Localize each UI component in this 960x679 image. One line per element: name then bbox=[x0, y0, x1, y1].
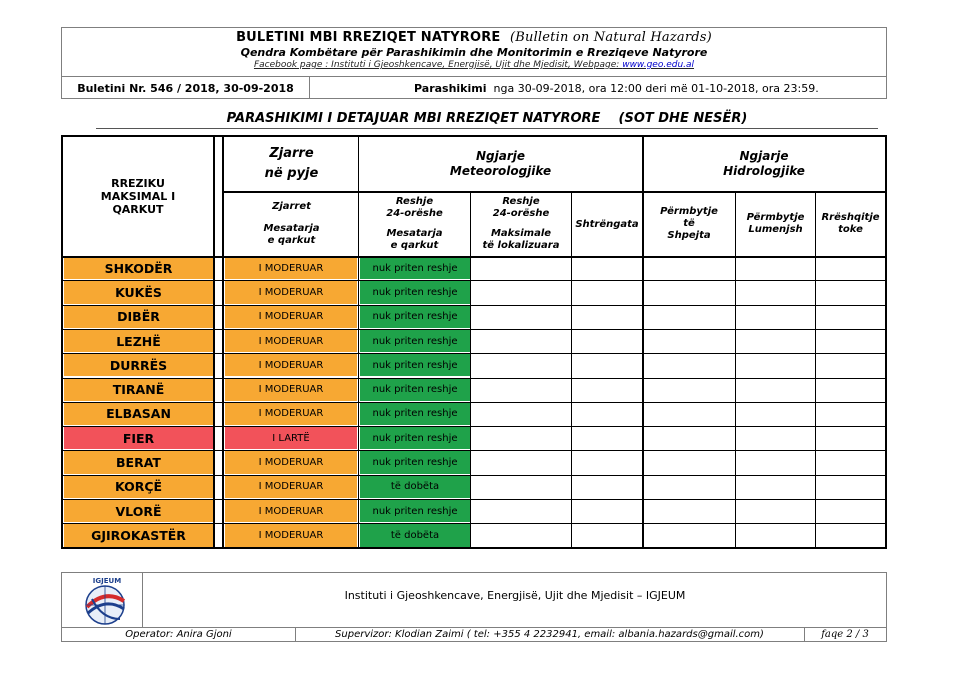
supervisor-contact: Supervizor: Klodian Zaimi ( tel: +355 4 2232941, email: albania.hazards@gmail.com) bbox=[335, 629, 764, 640]
group-header-hydrological: Ngjarje Hidrologjike bbox=[723, 149, 805, 178]
bulletin-title: BULETINI MBI RREZIQET NATYRORE (Bulletin on Natural Hazards) bbox=[236, 30, 712, 45]
precip-average-cell: nuk priten reshje bbox=[360, 379, 470, 401]
fire-risk-cell: I MODERUAR bbox=[225, 476, 357, 498]
header-divider bbox=[62, 76, 886, 77]
region-name-cell: DIBËR bbox=[64, 306, 213, 328]
row-line bbox=[63, 329, 885, 330]
sub-header-river-flood: Përmbytje Lumenjsh bbox=[746, 212, 805, 235]
region-name-cell: KUKËS bbox=[64, 281, 213, 303]
hazard-table bbox=[61, 135, 887, 549]
fire-risk-cell: I MODERUAR bbox=[225, 451, 357, 473]
grid-line bbox=[213, 137, 215, 547]
fire-risk-cell: I LARTË bbox=[225, 427, 357, 449]
precip-average-cell: të dobëta bbox=[360, 476, 470, 498]
group-header-meteorological: Ngjarje Meteorologjike bbox=[449, 149, 552, 178]
sub-header-flash-flood: Përmbytje të Shpejta bbox=[660, 206, 718, 241]
precip-average-cell: nuk priten reshje bbox=[360, 306, 470, 328]
region-name-cell: FIER bbox=[64, 427, 213, 449]
precip-average-cell: nuk priten reshje bbox=[360, 281, 470, 303]
grid-line bbox=[571, 191, 572, 547]
bulletin-number: Buletini Nr. 546 / 2018, 30-09-2018 bbox=[77, 82, 294, 95]
website-link[interactable]: www.geo.edu.al bbox=[622, 60, 695, 70]
grid-line bbox=[642, 137, 644, 547]
row-line bbox=[63, 305, 885, 306]
fire-risk-cell: I MODERUAR bbox=[225, 500, 357, 522]
section-title-underline bbox=[96, 128, 878, 129]
footer-divider bbox=[62, 627, 886, 628]
sub-header-precip-average: Reshje 24-orëshe Mesatarja e qarkut bbox=[386, 196, 443, 251]
region-name-cell: ELBASAN bbox=[64, 403, 213, 425]
precip-average-cell: të dobëta bbox=[360, 524, 470, 546]
fire-risk-cell: I MODERUAR bbox=[225, 524, 357, 546]
bulletin-title-english: (Bulletin on Natural Hazards) bbox=[509, 30, 712, 45]
precip-average-cell: nuk priten reshje bbox=[360, 451, 470, 473]
precip-average-cell: nuk priten reshje bbox=[360, 427, 470, 449]
row-line bbox=[63, 378, 885, 379]
bulletin-header bbox=[61, 27, 887, 99]
institute-name: Instituti i Gjeoshkencave, Energjisë, Ujit dhe Mjedisit – IGJEUM bbox=[344, 589, 686, 602]
region-name-cell: KORÇË bbox=[64, 476, 213, 498]
precip-average-cell: nuk priten reshje bbox=[360, 257, 470, 279]
grid-line bbox=[815, 191, 816, 547]
fire-risk-cell: I MODERUAR bbox=[225, 330, 357, 352]
header-vertical-divider bbox=[309, 76, 310, 98]
fire-risk-cell: I MODERUAR bbox=[225, 306, 357, 328]
fire-risk-cell: I MODERUAR bbox=[225, 354, 357, 376]
row-line bbox=[63, 402, 885, 403]
precip-average-cell: nuk priten reshje bbox=[360, 403, 470, 425]
sub-header-landslide: Rrëshqitje toke bbox=[821, 212, 880, 235]
center-name: Qendra Kombëtare për Parashikimin dhe Monitorimin e Rreziqeve Natyrore bbox=[240, 46, 708, 59]
region-name-cell: GJIROKASTËR bbox=[64, 524, 213, 546]
precip-average-cell: nuk priten reshje bbox=[360, 354, 470, 376]
region-name-cell: SHKODËR bbox=[64, 257, 213, 279]
logo-text: IGJEUM bbox=[92, 577, 122, 585]
footer-divider bbox=[142, 573, 143, 627]
grid-line bbox=[224, 191, 885, 193]
row-line bbox=[63, 353, 885, 354]
sub-header-precip-max: Reshje 24-orëshe Maksimale të lokalizuara bbox=[482, 196, 560, 251]
grid-line bbox=[222, 137, 224, 547]
row-line bbox=[63, 499, 885, 500]
fire-risk-cell: I MODERUAR bbox=[225, 403, 357, 425]
row-line bbox=[63, 523, 885, 524]
grid-line bbox=[735, 191, 736, 547]
row-line bbox=[63, 426, 885, 427]
group-header-fire: Zjarre në pyje bbox=[264, 146, 319, 181]
row-line bbox=[63, 256, 885, 258]
grid-line bbox=[470, 191, 471, 547]
region-name-cell: DURRËS bbox=[64, 354, 213, 376]
page-number: faqe 2 / 3 bbox=[821, 629, 869, 640]
forecast-period: Parashikimi nga 30-09-2018, ora 12:00 deri më 01-10-2018, ora 23:59. bbox=[414, 82, 819, 95]
bulletin-footer bbox=[61, 572, 887, 642]
region-name-cell: VLORË bbox=[64, 500, 213, 522]
region-name-cell: LEZHË bbox=[64, 330, 213, 352]
section-title: PARASHIKIMI I DETAJUAR MBI RREZIQET NATYRORE (SOT DHE NESËR) bbox=[226, 111, 748, 126]
fire-risk-cell: I MODERUAR bbox=[225, 281, 357, 303]
precip-average-cell: nuk priten reshje bbox=[360, 500, 470, 522]
sub-header-storm: Shtrëngata bbox=[575, 218, 639, 230]
region-name-cell: BERAT bbox=[64, 451, 213, 473]
igjeum-logo-icon bbox=[72, 575, 142, 627]
row-line bbox=[63, 280, 885, 281]
sub-header-fire-average: Zjarret Mesatarja e qarkut bbox=[263, 201, 320, 246]
grid-line bbox=[358, 137, 359, 547]
precip-average-cell: nuk priten reshje bbox=[360, 330, 470, 352]
row-line bbox=[63, 475, 885, 476]
row-line bbox=[63, 450, 885, 451]
header-links: Facebook page : Instituti i Gjeoshkencave, Energjisë, Ujit dhe Mjedisit, Webpage: www.geo.edu.al bbox=[253, 60, 695, 70]
operator-name: Operator: Anira Gjoni bbox=[125, 629, 232, 640]
region-name-cell: TIRANË bbox=[64, 379, 213, 401]
col-header-region: RREZIKU MAKSIMAL I QARKUT bbox=[100, 176, 176, 216]
fire-risk-cell: I MODERUAR bbox=[225, 257, 357, 279]
fire-risk-cell: I MODERUAR bbox=[225, 379, 357, 401]
